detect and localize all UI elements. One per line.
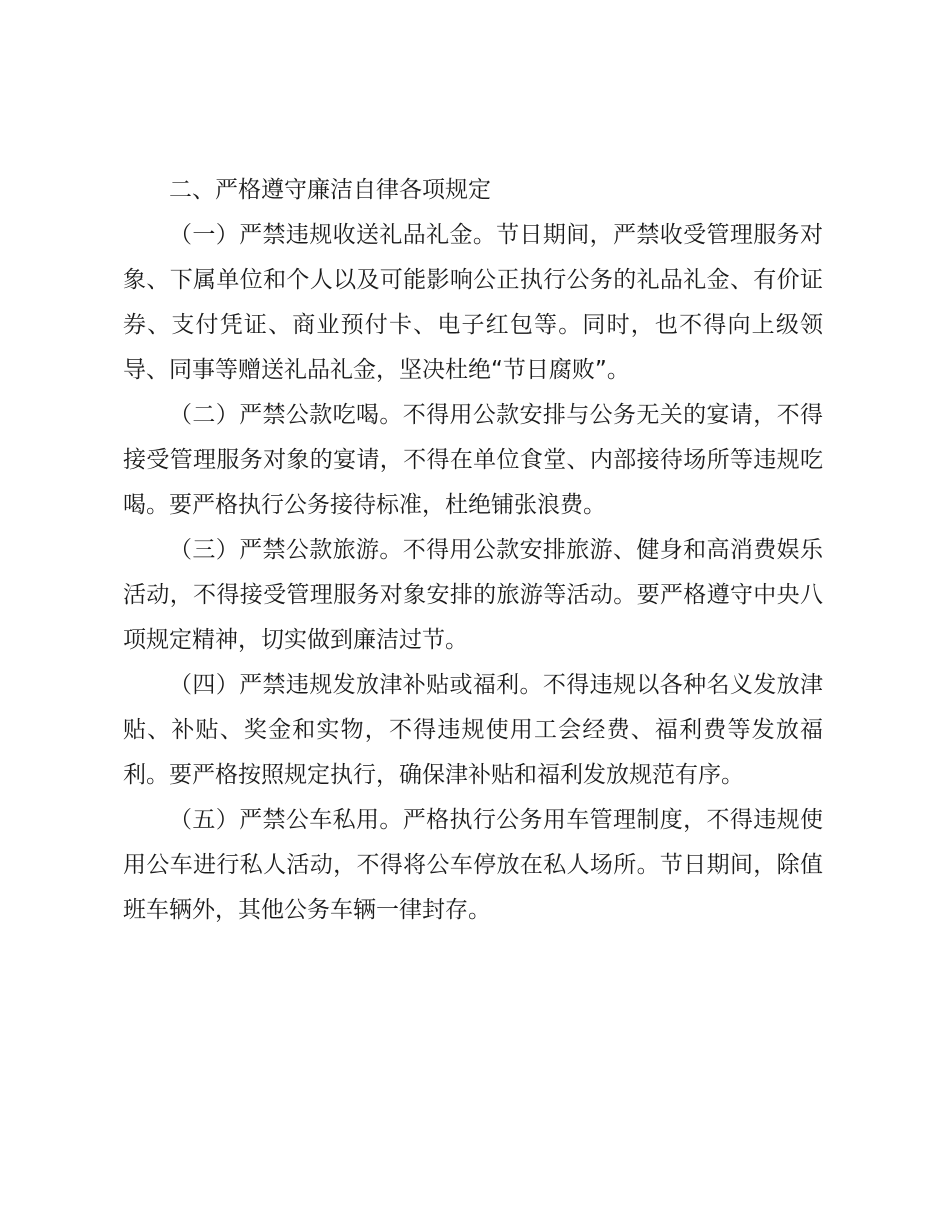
document-body (123, 168, 823, 933)
paragraph-banquets: （二）严禁公款吃喝。不得用公款安排与公务无关的宴请，不得接受管理服务对象的宴请，不得在单位食堂、内部接待场所等违规吃喝。要严格执行公务接待标准，杜绝铺张浪费。 (123, 402, 823, 518)
paragraph-travel: （三）严禁公款旅游。不得用公款安排旅游、健身和高消费娱乐活动，不得接受管理服务对象安排的旅游等活动。要严格遵守中央八项规定精神，切实做到廉洁过节。 (123, 537, 823, 653)
paragraph-gifts: （一）严禁违规收送礼品礼金。节日期间，严禁收受管理服务对象、下属单位和个人以及可能影响公正执行公务的礼品礼金、有价证券、支付凭证、商业预付卡、电子红包等。同时，也不得向上级领导、同事等赠送礼品礼金，坚决杜绝“节日腐败”。 (123, 222, 823, 383)
section-heading: 二、严格遵守廉洁自律各项规定 (169, 177, 491, 203)
paragraph-official-vehicles: （五）严禁公车私用。严格执行公务用车管理制度，不得违规使用公车进行私人活动，不得将公车停放在私人场所。节日期间，除值班车辆外，其他公务车辆一律封存。 (123, 807, 823, 923)
paragraph-allowances: （四）严禁违规发放津补贴或福利。不得违规以各种名义发放津贴、补贴、奖金和实物，不得违规使用工会经费、福利费等发放福利。要严格按照规定执行，确保津补贴和福利发放规范有序。 (123, 672, 823, 788)
